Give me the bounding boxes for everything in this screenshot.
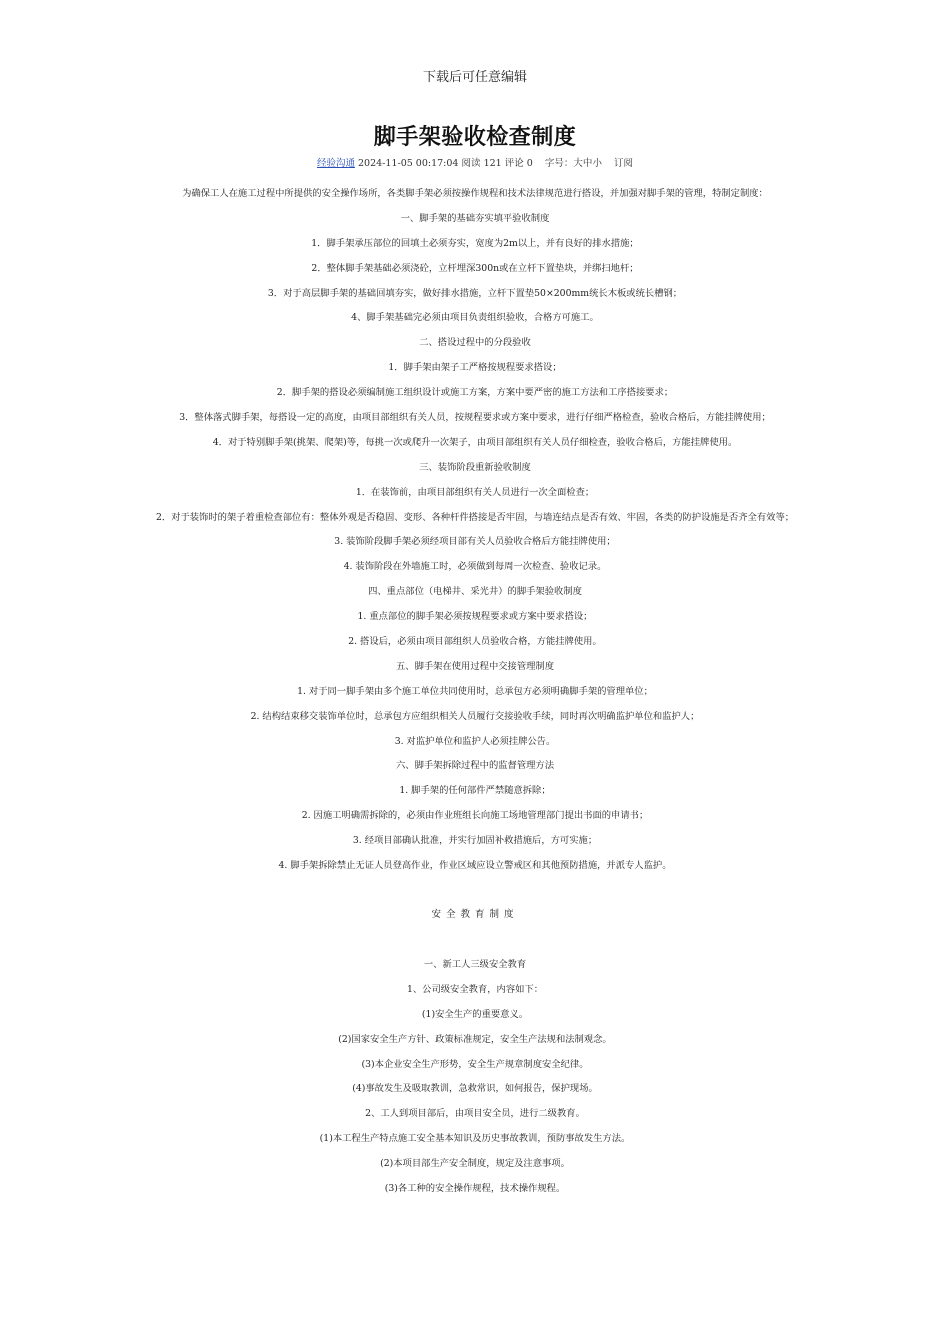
paragraph-line: 1、公司级安全教育，内容如下： <box>406 983 544 995</box>
section-heading: 二、搭设过程中的分段验收 <box>419 337 531 349</box>
paragraph-line: (3)各工种的安全操作规程，技术操作规程。 <box>384 1183 566 1195</box>
paragraph-line: (1)本工程生产特点施工安全基本知识及历史事故教训，预防事故发生方法。 <box>319 1133 631 1145</box>
paragraph-line: 3．整体落式脚手架，每搭设一定的高度，由项目部组织有关人员，按规程要求或方案中要求，进行仔细严格检查，验收合格后，方能挂牌使用； <box>179 412 771 424</box>
paragraph-line: 为确保工人在施工过程中所提供的安全操作场所，各类脚手架必须按操作规程和技术法律规范进行搭设，并加强对脚手架的管理，特制定制度： <box>182 188 768 199</box>
font-size-label: 字号： <box>544 158 574 169</box>
paragraph-line: 4. 脚手架拆除禁止无证人员登高作业，作业区域应设立警戒区和其他预防措施，并派专人监护。 <box>278 860 672 872</box>
paragraph-line: 1. 重点部位的脚手架必须按规程要求或方案中要求搭设； <box>357 611 593 623</box>
author-link[interactable]: 经验沟通 <box>316 158 355 169</box>
paragraph-line: (2)国家安全生产方针、政策标准规定，安全生产法规和法制观念。 <box>338 1033 612 1045</box>
paragraph-line: 2. 搭设后，必须由项目部组织人员验收合格，方能挂牌使用。 <box>348 636 602 648</box>
font-size-small-link[interactable]: 小 <box>592 158 602 169</box>
paragraph-line: 4. 装饰阶段在外墙施工时，必须做到每周一次检查、验收记录。 <box>343 561 607 573</box>
paragraph-line: 3. 经项目部确认批准，并实行加固补救措施后，方可实施； <box>352 835 598 847</box>
paragraph-line: 1. 对于同一脚手架由多个施工单位共同使用时，总承包方必须明确脚手架的管理单位； <box>297 685 653 697</box>
paragraph-line: 3．对于高层脚手架的基础回填夯实，做好排水措施，立杆下置垫50×200mm统长木板或统长槽钢； <box>267 287 683 299</box>
paragraph-line: (2)本项目部生产安全制度，规定及注意事项。 <box>380 1158 570 1170</box>
font-size-large-link[interactable]: 大 <box>573 158 583 169</box>
section-heading: 五、脚手架在使用过程中交接管理制度 <box>395 660 555 672</box>
read-label: 阅读 <box>461 158 481 169</box>
subscribe-link[interactable]: 订阅 <box>614 158 634 169</box>
paragraph-line: 2、工人到项目部后，由项目安全员，进行二级教育。 <box>365 1108 585 1120</box>
paragraph-line: 1．脚手架由架子工严格按规程要求搭设； <box>388 362 562 374</box>
paragraph-line: 1．脚手架承压部位的回填土必须夯实，宽度为2m以上，并有良好的排水措施； <box>311 237 639 249</box>
second-section-body <box>0 956 950 1205</box>
download-note: 下载后可任意编辑 <box>422 70 527 85</box>
read-count: 121 <box>483 158 502 169</box>
paragraph-line: 4、脚手架基础完必须由项目负责组织验收，合格方可施工。 <box>351 312 599 324</box>
section-heading: 三、装饰阶段重新验收制度 <box>419 461 531 473</box>
section-heading: 一、新工人三级安全教育 <box>423 959 527 970</box>
paragraph-line: (4)事故发生及吸取教训，急救常识，如何报告，保护现场。 <box>352 1083 598 1095</box>
paragraph-line: 2．对于装饰时的架子着重检查部位有：整体外观是否稳固、变形、各种杆件搭接是否牢固，与墙连结点是否有效、牢固，各类的防护设施是否齐全有效等； <box>155 511 795 523</box>
section-heading: 四、重点部位（电梯井、采光井）的脚手架验收制度 <box>368 586 582 598</box>
font-size-medium-link[interactable]: 中 <box>582 158 593 169</box>
paragraph-line: (3)本企业安全生产形势，安全生产规章制度安全纪律。 <box>361 1058 589 1070</box>
paragraph-line: (1)安全生产的重要意义。 <box>421 1008 529 1020</box>
paragraph-line: 2．脚手架的搭设必须编制施工组织设计或施工方案，方案中要严密的施工方法和工序搭接要求； <box>276 387 674 399</box>
paragraph-line: 3. 装饰阶段脚手架必须经项目部有关人员验收合格后方能挂牌使用； <box>334 536 616 548</box>
paragraph-line: 2．整体脚手架基础必须浇砼，立杆埋深300n或在立杆下置垫块，并绑扫地杆； <box>311 262 639 274</box>
paragraph-line: 2. 结构结束移交装饰单位时，总承包方应组织相关人员履行交接验收手续，同时再次明确监护单位和监护人； <box>250 710 700 722</box>
article-body <box>0 185 950 882</box>
article-meta <box>0 155 950 169</box>
page-title: 脚手架验收检查制度 <box>373 124 577 150</box>
paragraph-line: 4．对于特别脚手架(挑架、爬架)等，每挑一次或爬升一次架子，由项目部组织有关人员仔细检查，验收合格后，方能挂牌使用。 <box>212 436 738 448</box>
paragraph-line: 3. 对监护单位和监护人必须挂牌公告。 <box>394 735 556 747</box>
comment-count: 0 <box>526 158 533 169</box>
section-heading: 一、脚手架的基础夯实填平验收制度 <box>400 212 550 224</box>
comment-label: 评论 <box>504 158 524 169</box>
section-heading: 六、脚手架拆除过程中的监督管理方法 <box>395 760 555 772</box>
paragraph-line: 1．在装饰前，由项目部组织有关人员进行一次全面检查； <box>355 486 595 498</box>
paragraph-line: 1. 脚手架的任何部件严禁随意拆除； <box>399 785 551 797</box>
paragraph-line: 2. 因施工明确需拆除的，必须由作业班组长向施工场地管理部门提出书面的申请书； <box>301 810 649 822</box>
second-section-title: 安全教育制度 <box>431 909 519 920</box>
post-datetime: 2024-11-05 00:17:04 <box>358 158 459 169</box>
